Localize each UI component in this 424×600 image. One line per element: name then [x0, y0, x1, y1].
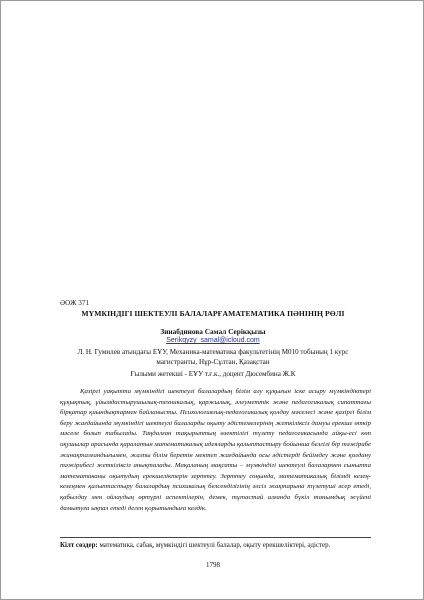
author-email-link[interactable]: Serikqyzy_samal@icloud.com	[166, 337, 260, 344]
keywords-label: Кілт сөздер:	[60, 542, 98, 549]
author-affiliation: Л. Н. Гумилев атындағы ЕҰУ, Механика-математика факультетінің М010 тобының 1 курс магистранты, Нұр-Сұлтан, Қазақстан	[77, 348, 349, 366]
page-number: 1798	[206, 561, 220, 569]
section-divider	[60, 537, 371, 538]
udk-code: ӘОЖ 371	[60, 299, 90, 307]
keywords-list: математика, сабақ, мүмкіндігі шектеулі балалар, оқыту ерекшеліктері, әдістер.	[97, 542, 331, 549]
abstract-text: Қазіргі уақытта мүмкіндігі шектеулі балалардың білім алу құқығын іске асыру мүмкіндіктері құқықтық, ұйымдастырушылық-техникалық, қаржылық, әлеуметтік және педагогикалық сипаттағы бірқатар қиындықтармен байланысты. Психологиялық-педагогикалық қолдау мәселесі және қазіргі білім беру жағдайында мүмкіндігі шектеулі балаларды оқыту әдістемелерінің жеткіліксіз дамуы ерекше өткір мәселе болып табылады. Таңдалған тақырыптың өзектілігі түзету педагогикасында айқы-есі көп оқушылар арасында қаралатын математикалық идеяларды қалыптастыру бойынша белгілі бір тәжірибе жинақталғандығымен, жалпы білім беретін мектеп жағдайында осы әдістерді бейімдеу және қолдану тәжірибесі жеткіліксіз анықталады. Мақаланың мақсаты – мүмкіндігі шектеулі балалармен сыныпта математиканы оқытудың ерекшеліктерін зерттеу. Зерттеу соңында, математикалық білімді кезең-кезеңмен қалыптастыру балалардың психикалық белсенділігінің әлсіз жақтарына түзетуші әсер етеді, қабылдау мен ойлаудың өртүрлі аспектілерін, демек, тұтастай алғанда бүкіл танымдық жүйені дамытуға ықпал етеді деген қорытындыға келдік.	[60, 388, 371, 512]
article-title: МҮМКІНДІГІ ШЕКТЕУЛІ БАЛАЛАРҒАМАТЕМАТИКА ПӘНІНІҢ РӨЛІ	[81, 309, 345, 318]
scientific-supervisor: Ғылыми жетекші - ЕҰУ т.ғ.к., доцент Дюсембина Ж.К	[130, 370, 296, 378]
keywords-paragraph	[60, 541, 371, 551]
author-email-line	[57, 337, 369, 344]
author-name: Зинабдинова Самал Серікқызы	[160, 327, 266, 336]
